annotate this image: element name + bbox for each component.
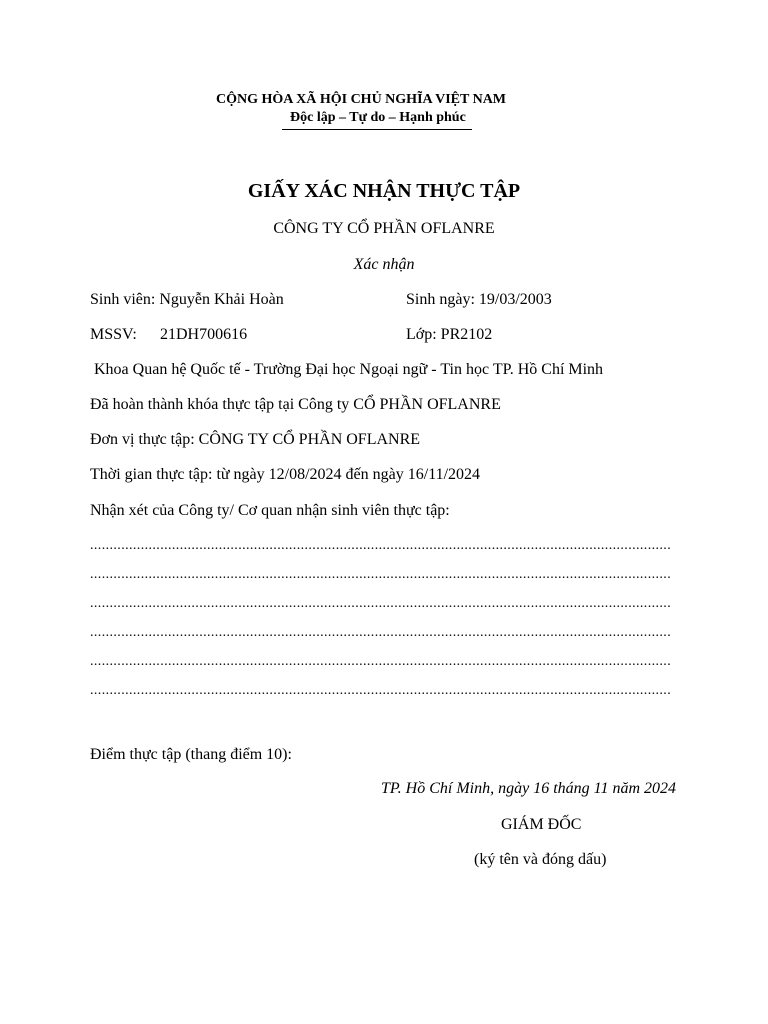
place-and-date: TP. Hồ Chí Minh, ngày 16 tháng 11 năm 2024 (381, 780, 676, 797)
comment-label: Nhận xét của Công ty/ Cơ quan nhận sinh viên thực tập: (90, 502, 450, 519)
score-label: Điểm thực tập (thang điểm 10): (90, 746, 292, 763)
comment-dotted-line: ..................................................................................................................................................... (90, 654, 672, 669)
motto-underline (282, 129, 472, 130)
student-dob: Sinh ngày: 19/03/2003 (406, 291, 552, 308)
student-class: Lớp: PR2102 (406, 326, 493, 343)
document-title: GIẤY XÁC NHẬN THỰC TẬP (247, 180, 521, 202)
student-id-value: 21DH700616 (160, 326, 248, 343)
comment-dotted-line: ..................................................................................................................................................... (90, 625, 672, 640)
comment-dotted-line: ..................................................................................................................................................... (90, 683, 672, 698)
comment-dotted-line: ..................................................................................................................................................... (90, 567, 672, 582)
comment-dotted-line: ..................................................................................................................................................... (90, 596, 672, 611)
student-name: Sinh viên: Nguyễn Khải Hoàn (90, 291, 284, 308)
motto: Độc lập – Tự do – Hạnh phúc (290, 110, 466, 125)
nation-header: CỘNG HÒA XÃ HỘI CHỦ NGHĨA VIỆT NAM (216, 92, 507, 107)
internship-period: Thời gian thực tập: từ ngày 12/08/2024 đến ngày 16/11/2024 (90, 466, 481, 483)
confirm-label: Xác nhận (353, 256, 415, 273)
company-name: CÔNG TY CỔ PHẦN OFLANRE (273, 220, 495, 237)
completion-statement: Đã hoàn thành khóa thực tập tại Công ty CỔ PHẦN OFLANRE (90, 396, 501, 413)
signature-note: (ký tên và đóng dấu) (474, 851, 607, 868)
student-id-label: MSSV: (90, 326, 137, 343)
internship-unit: Đơn vị thực tập: CÔNG TY CỔ PHẦN OFLANRE (90, 431, 421, 448)
student-faculty: Khoa Quan hệ Quốc tế - Trường Đại học Ngoại ngữ - Tin học TP. Hồ Chí Minh (94, 361, 604, 378)
director-title: GIÁM ĐỐC (501, 816, 582, 833)
comment-dotted-line: ..................................................................................................................................................... (90, 538, 672, 553)
